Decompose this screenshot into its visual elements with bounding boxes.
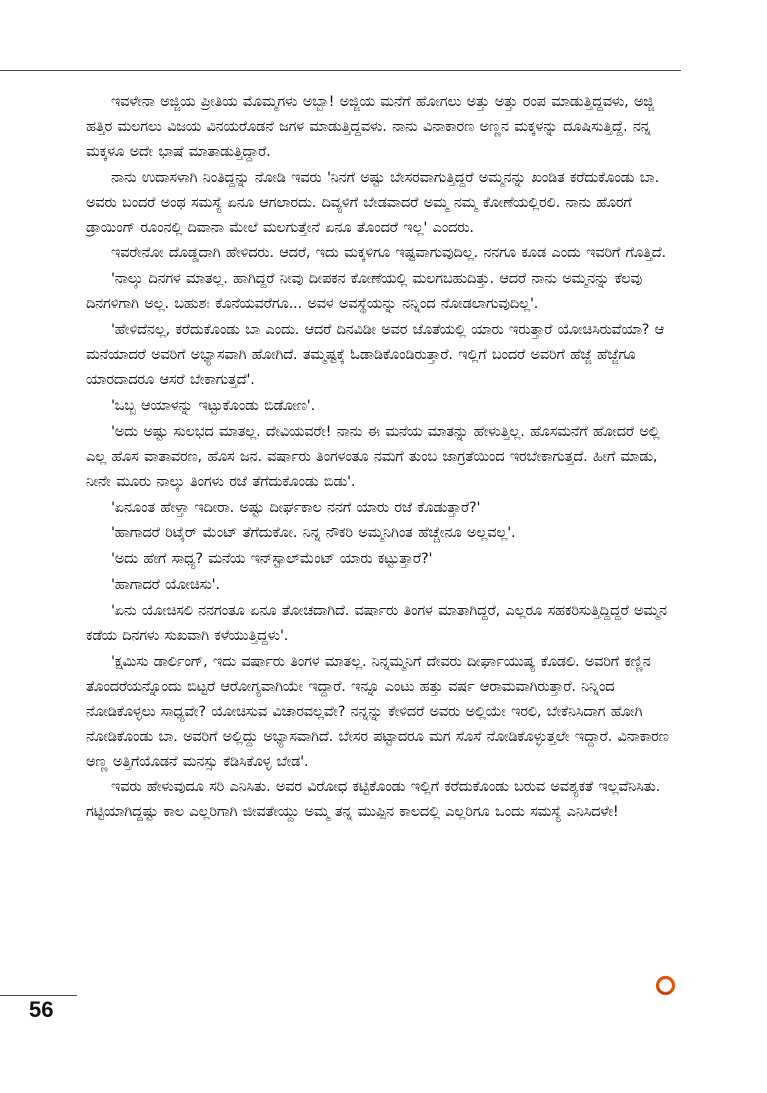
paragraph: 'ಅದು ಅಷ್ಟು ಸುಲಭದ ಮಾತಲ್ಲ. ದೇವಿಯವರೇ! ನಾನು ಈ ಮನೆಯ ಮಾತನ್ನು ಹೇಳುತ್ತಿಲ್ಲ. ಹೊಸಮನೆಗೆ ಹೋದರೆ ಅಲ್ಲಿ ಎಲ್ಲ ಹೊಸ ವಾತಾವರಣ, ಹೊಸ ಜನ. ವರ್ಷಾರು ತಿಂಗಳಂತೂ ನಮಗೆ ತುಂಬ ಜಾಗ್ರತೆಯಿಂದ ಇರಬೇಕಾಗುತ್ತದೆ. ಹೀಗೆ ಮಾಡು, ನೀನೇ ಮೂರು ನಾಲ್ಕು ತಿಂಗಳು ರಜೆ ತೆಗೆದುಕೊಂಡು ಬಿಡು'. [86, 423, 660, 490]
paragraph: 'ಹಾಗಾದರೆ ಯೋಚಿಸು'. [111, 577, 220, 594]
paragraph: 'ನಾಲ್ಕು ದಿನಗಳ ಮಾತಲ್ಲ. ಹಾಗಿದ್ದರೆ ನೀವು ದೀಪಕನ ಕೋಣೆಯಲ್ಲಿ ಮಲಗಬಹುದಿತ್ತು. ಆದರೆ ನಾನು ಅಮ್ಮನನ್ನು ಕೆಲವು ದಿನಗಳಿಗಾಗಿ ಅಲ್ಲ. ಬಹುಶಃ ಕೊನೆಯವರೆಗೂ... ಅವಳ ಅವಸ್ಥೆಯನ್ನು ನನ್ನಿಂದ ನೋಡಲಾಗುವುದಿಲ್ಲ'. [86, 271, 643, 313]
paragraph: 'ಅದು ಹೇಗೆ ಸಾಧ್ಯ? ಮನೆಯ ಇನ್‌ಸ್ಟಾಲ್‌ಮೆಂಟ್ ಯಾರು ಕಟ್ಟುತ್ತಾರೆ?' [111, 551, 433, 568]
paragraph: ಇವರು ಹೇಳುವುದೂ ಸರಿ ಎನಿಸಿತು. ಅವರ ವಿರೋಧ ಕಟ್ಟಿಕೊಂಡು ಇಲ್ಲಿಗೆ ಕರೆದುಕೊಂಡು ಬರುವ ಅವಶ್ಯಕತೆ ಇಲ್ಲವೆನಿಸಿತು. ಗಟ್ಟಿಯಾಗಿದ್ದಷ್ಟು ಕಾಲ ಎಲ್ಲರಿಗಾಗಿ ಜೀವತೇಯ್ದು ಅಮ್ಮ ತನ್ನ ಮುಪ್ಪಿನ ಕಾಲದಲ್ಲಿ ಎಲ್ಲರಿಗೂ ಒಂದು ಸಮಸ್ಯೆ ಎನಿಸಿದಳೇ! [86, 779, 661, 821]
paragraph: ಇವರೇನೋ ದೊಡ್ಡದಾಗಿ ಹೇಳಿದರು. ಆದರೆ, ಇದು ಮಕ್ಕಳಿಗೂ ಇಷ್ಟವಾಗುವುದಿಲ್ಲ. ನನಗೂ ಕೂಡ ಎಂದು ಇವರಿಗೆ ಗೊತ್ತಿದೆ. [111, 245, 666, 262]
footer-rule [0, 995, 77, 996]
paragraph: 'ಹಾಗಾದರೆ ರಿಟೈರ್ ಮೆಂಟ್ ತೆಗೆದುಕೋ. ನಿನ್ನ ನೌಕರಿ ಅಮ್ಮನಿಗಿಂತ ಹೆಚ್ಚೇನೂ ಅಲ್ಲವಲ್ಲ'. [111, 525, 516, 542]
page-number: 56 [29, 997, 54, 1022]
paragraph: 'ಏನೂಂತ ಹೇಳ್ತಾ ಇದೀರಾ. ಅಷ್ಟು ದೀರ್ಘಕಾಲ ನನಗೆ ಯಾರು ರಜೆ ಕೊಡುತ್ತಾರೆ?' [111, 499, 481, 516]
circle-swirl-ornament-icon [655, 975, 676, 996]
paragraph: 'ಒಬ್ಬ ಆಯಾಳನ್ನು ಇಟ್ಟುಕೊಂಡು ಬಿಡೋಣ'. [111, 397, 315, 414]
header-rule [0, 70, 681, 71]
paragraph: ನಾನು ಉದಾಸಳಾಗಿ ನಿಂತಿದ್ದನ್ನು ನೋಡಿ ಇವರು 'ನಿನಗೆ ಅಷ್ಟು ಬೇಸರವಾಗುತ್ತಿದ್ದರೆ ಅಮ್ಮನನ್ನು ಖಂಡಿತ ಕರೆದುಕೊಂಡು ಬಾ. ಅವರು ಬಂದರೆ ಅಂಥ ಸಮಸ್ಯೆ ಏನೂ ಆಗಲಾರದು. ದಿವ್ಯಳಿಗೆ ಬೇಡವಾದರೆ ಅಮ್ಮ ನಮ್ಮ ಕೋಣೆಯಲ್ಲಿರಲಿ. ನಾನು ಹೊರಗೆ ಡ್ರಾಯಿಂಗ್ ರೂಂನಲ್ಲಿ ದಿವಾನಾ ಮೇಲೆ ಮಲಗುತ್ತೇನೆ ಏನೂ ತೊಂದರೆ ಇಲ್ಲ' ಎಂದರು. [86, 169, 659, 236]
paragraph: 'ಕ್ಷಮಿಸು ಡಾರ್ಲಿಂಗ್, ಇದು ವರ್ಷಾರು ತಿಂಗಳ ಮಾತಲ್ಲ. ನಿನ್ನಮ್ಮನಿಗೆ ದೇವರು ದೀರ್ಘಾಯುಷ್ಯ ಕೊಡಲಿ. ಅವರಿಗೆ ಕಣ್ಣಿನ ತೊಂದರೆಯನ್ನೊಂದು ಬಿಟ್ಟರೆ ಆರೋಗ್ಯವಾಗಿಯೇ ಇದ್ದಾರೆ. ಇನ್ನೂ ಎಂಟು ಹತ್ತು ವರ್ಷ ಆರಾಮವಾಗಿರುತ್ತಾರೆ. ನಿನ್ನಿಂದ ನೋಡಿಕೊಳ್ಳಲು ಸಾಧ್ಯವೇ? ಯೋಚಿಸುವ ವಿಚಾರವಲ್ಲವೇ? ನನ್ನನ್ನು ಕೇಳಿದರೆ ಅವರು ಅಲ್ಲಿಯೇ ಇರಲಿ, ಬೇಕೆನಿಸಿದಾಗ ಹೋಗಿ ನೋಡಿಕೊಂಡು ಬಾ. ಅವರಿಗೆ ಅಲ್ಲಿದ್ದು ಅಭ್ಯಾಸವಾಗಿದೆ. ಬೇಸರ ಪಟ್ಟಾದರೂ ಮಗ ಸೊಸೆ ನೋಡಿಕೊಳ್ಳುತ್ತಲೇ ಇದ್ದಾರೆ. ವಿನಾಕಾರಣ ಅಣ್ಣ ಅತ್ತಿಗೆಯೊಡನೆ ಮನಸ್ಸು ಕೆಡಿಸಿಕೊಳ್ಳ ಬೇಡ'. [86, 653, 669, 770]
paragraph: 'ಏನು ಯೋಚಿಸಲಿ ನನಗಂತೂ ಏನೂ ತೋಚದಾಗಿದೆ. ವರ್ಷಾರು ತಿಂಗಳ ಮಾತಾಗಿದ್ದರೆ, ಎಲ್ಲರೂ ಸಹಕರಿಸುತ್ತಿದ್ದಿದ್ದರೆ ಅಮ್ಮನ ಕಡೆಯ ದಿನಗಳು ಸುಖವಾಗಿ ಕಳೆಯುತ್ತಿದ್ದಳು'. [86, 603, 667, 645]
paragraph: ಇವಳೇನಾ ಅಜ್ಜಿಯ ಪ್ರೀತಿಯ ಮೊಮ್ಮಗಳು ಅಬ್ಬಾ! ಅಜ್ಜಿಯ ಮನೆಗೆ ಹೋಗಲು ಅತ್ತು ಅತ್ತು ರಂಪ ಮಾಡುತ್ತಿದ್ದವಳು, ಅಜ್ಜಿ ಹತ್ತಿರ ಮಲಗಲು ವಿಜಯ ವಿನಯರೊಡನೆ ಜಗಳ ಮಾಡುತ್ತಿದ್ದವಳು. ನಾನು ವಿನಾಕಾರಣ ಅಣ್ಣನ ಮಕ್ಕಳನ್ನು ದೂಷಿಸುತ್ತಿದ್ದೆ. ನನ್ನ ಮಕ್ಕಳೂ ಅದೇ ಭಾಷೆ ಮಾತಾಡುತ್ತಿದ್ದಾರೆ. [86, 94, 654, 160]
paragraph: 'ಹೇಳಿದೆನಲ್ಲ, ಕರೆದುಕೊಂಡು ಬಾ ಎಂದು. ಆದರೆ ದಿನವಿಡೀ ಅವರ ಜೊತೆಯಲ್ಲಿ ಯಾರು ಇರುತ್ತಾರೆ ಯೋಚಿಸಿರುವೆಯಾ? ಆ ಮನೆಯಾದರೆ ಅವರಿಗೆ ಅಭ್ಯಾಸವಾಗಿ ಹೋಗಿದೆ. ತಮ್ಮಷ್ಟಕ್ಕೆ ಓಡಾಡಿಕೊಂಡಿರುತ್ತಾರೆ. ಇಲ್ಲಿಗೆ ಬಂದರೆ ಅವರಿಗೆ ಹೆಜ್ಜೆ ಹೆಜ್ಜೆಗೂ ಯಾರದಾದರೂ ಆಸರೆ ಬೇಕಾಗುತ್ತದೆ'. [86, 322, 665, 388]
body-text [86, 90, 682, 826]
